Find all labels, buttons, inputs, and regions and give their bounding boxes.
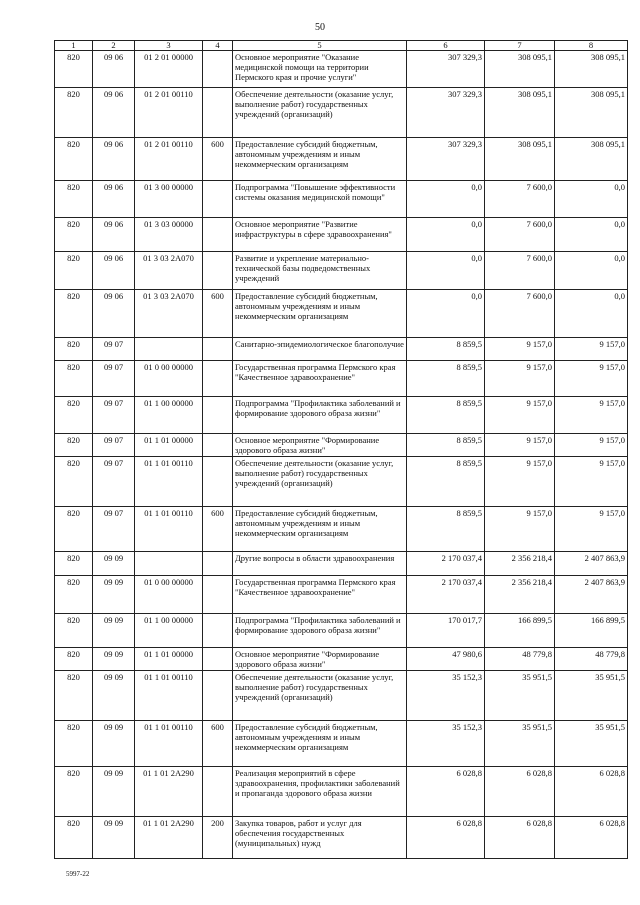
amount-year3-cell: 2 407 863,9: [555, 576, 628, 614]
target-article-cell: 01 3 00 00000: [135, 181, 203, 218]
target-article-cell: [135, 552, 203, 576]
table-row: [55, 552, 628, 576]
expense-type-cell: 600: [203, 721, 233, 767]
expense-type-cell: [203, 576, 233, 614]
expense-type-cell: [203, 614, 233, 648]
amount-year2-cell: 308 095,1: [485, 51, 555, 88]
admin-code-cell: 820: [55, 338, 93, 361]
amount-year2-cell: 35 951,5: [485, 671, 555, 721]
expense-type-cell: [203, 181, 233, 218]
amount-year2-cell: 308 095,1: [485, 88, 555, 138]
description-cell: Предоставление субсидий бюджетным, автономным учреждениям и иным некоммерческим организациям: [233, 721, 407, 767]
amount-year3-cell: 9 157,0: [555, 397, 628, 434]
amount-year3-cell: 0,0: [555, 218, 628, 252]
section-code-cell: 09 09: [93, 576, 135, 614]
table-row: [55, 51, 628, 88]
description-cell: Государственная программа Пермского края "Качественное здравоохранение": [233, 361, 407, 397]
description-cell: Обеспечение деятельности (оказание услуг, выполнение работ) государственных учреждений (организаций): [233, 88, 407, 138]
table-row: [55, 457, 628, 507]
table-row: [55, 434, 628, 457]
target-article-cell: 01 1 01 2A290: [135, 817, 203, 859]
admin-code-cell: 820: [55, 457, 93, 507]
description-cell: Санитарно-эпидемиологическое благополучие: [233, 338, 407, 361]
section-code-cell: 09 07: [93, 507, 135, 552]
amount-year2-cell: 48 779,8: [485, 648, 555, 671]
expense-type-cell: 200: [203, 817, 233, 859]
table-row: [55, 648, 628, 671]
table-row: [55, 721, 628, 767]
budget-table: [54, 40, 628, 859]
table-row: [55, 507, 628, 552]
admin-code-cell: 820: [55, 648, 93, 671]
section-code-cell: 09 06: [93, 252, 135, 290]
amount-year2-cell: 7 600,0: [485, 218, 555, 252]
column-header: 8: [555, 41, 628, 51]
amount-year2-cell: 9 157,0: [485, 507, 555, 552]
target-article-cell: 01 1 01 00110: [135, 671, 203, 721]
section-code-cell: 09 09: [93, 552, 135, 576]
admin-code-cell: 820: [55, 138, 93, 181]
amount-year1-cell: 8 859,5: [407, 397, 485, 434]
description-cell: Реализация мероприятий в сфере здравоохранения, профилактики заболеваний и пропаганда здорового образа жизни: [233, 767, 407, 817]
expense-type-cell: 600: [203, 290, 233, 338]
amount-year2-cell: 9 157,0: [485, 434, 555, 457]
amount-year1-cell: 2 170 037,4: [407, 552, 485, 576]
amount-year3-cell: 308 095,1: [555, 88, 628, 138]
amount-year1-cell: 0,0: [407, 218, 485, 252]
amount-year1-cell: 307 329,3: [407, 51, 485, 88]
target-article-cell: 01 1 00 00000: [135, 397, 203, 434]
page-number: 50: [315, 22, 325, 33]
amount-year2-cell: 9 157,0: [485, 361, 555, 397]
target-article-cell: 01 0 00 00000: [135, 576, 203, 614]
table-row: [55, 817, 628, 859]
section-code-cell: 09 09: [93, 767, 135, 817]
description-cell: Основное мероприятие "Формирование здорового образа жизни": [233, 648, 407, 671]
admin-code-cell: 820: [55, 671, 93, 721]
target-article-cell: 01 1 01 00000: [135, 648, 203, 671]
section-code-cell: 09 09: [93, 614, 135, 648]
table-row: [55, 767, 628, 817]
admin-code-cell: 820: [55, 576, 93, 614]
target-article-cell: 01 2 01 00110: [135, 88, 203, 138]
admin-code-cell: 820: [55, 817, 93, 859]
section-code-cell: 09 07: [93, 361, 135, 397]
table-row: [55, 361, 628, 397]
target-article-cell: 01 3 03 2A070: [135, 252, 203, 290]
amount-year3-cell: 2 407 863,9: [555, 552, 628, 576]
amount-year3-cell: 6 028,8: [555, 767, 628, 817]
amount-year3-cell: 48 779,8: [555, 648, 628, 671]
admin-code-cell: 820: [55, 721, 93, 767]
admin-code-cell: 820: [55, 552, 93, 576]
amount-year2-cell: 9 157,0: [485, 338, 555, 361]
description-cell: Предоставление субсидий бюджетным, автономным учреждениям и иным некоммерческим организациям: [233, 138, 407, 181]
section-code-cell: 09 07: [93, 397, 135, 434]
description-cell: Подпрограмма "Повышение эффективности системы оказания медицинской помощи": [233, 181, 407, 218]
amount-year2-cell: 7 600,0: [485, 290, 555, 338]
amount-year1-cell: 8 859,5: [407, 457, 485, 507]
amount-year1-cell: 6 028,8: [407, 817, 485, 859]
amount-year1-cell: 0,0: [407, 181, 485, 218]
amount-year1-cell: 35 152,3: [407, 721, 485, 767]
amount-year1-cell: 8 859,5: [407, 507, 485, 552]
target-article-cell: 01 1 01 00110: [135, 721, 203, 767]
amount-year3-cell: 9 157,0: [555, 361, 628, 397]
amount-year3-cell: 6 028,8: [555, 817, 628, 859]
description-cell: Обеспечение деятельности (оказание услуг, выполнение работ) государственных учреждений (организаций): [233, 457, 407, 507]
description-cell: Основное мероприятие "Формирование здорового образа жизни": [233, 434, 407, 457]
expense-type-cell: 600: [203, 507, 233, 552]
column-header: 2: [93, 41, 135, 51]
section-code-cell: 09 06: [93, 218, 135, 252]
amount-year3-cell: 35 951,5: [555, 721, 628, 767]
amount-year3-cell: 0,0: [555, 252, 628, 290]
section-code-cell: 09 07: [93, 338, 135, 361]
footer-code: 5997-22: [66, 870, 90, 878]
admin-code-cell: 820: [55, 397, 93, 434]
section-code-cell: 09 06: [93, 51, 135, 88]
amount-year1-cell: 307 329,3: [407, 88, 485, 138]
admin-code-cell: 820: [55, 507, 93, 552]
section-code-cell: 09 09: [93, 817, 135, 859]
amount-year2-cell: 7 600,0: [485, 252, 555, 290]
amount-year3-cell: 308 095,1: [555, 51, 628, 88]
column-header: 5: [233, 41, 407, 51]
column-header: 1: [55, 41, 93, 51]
amount-year3-cell: 9 157,0: [555, 507, 628, 552]
description-cell: Предоставление субсидий бюджетным, автономным учреждениям и иным некоммерческим организациям: [233, 290, 407, 338]
target-article-cell: 01 1 01 2A290: [135, 767, 203, 817]
description-cell: Подпрограмма "Профилактика заболеваний и формирование здорового образа жизни": [233, 614, 407, 648]
table-row: [55, 338, 628, 361]
admin-code-cell: 820: [55, 51, 93, 88]
amount-year3-cell: 9 157,0: [555, 338, 628, 361]
expense-type-cell: [203, 767, 233, 817]
admin-code-cell: 820: [55, 181, 93, 218]
amount-year3-cell: 9 157,0: [555, 457, 628, 507]
column-header: 6: [407, 41, 485, 51]
target-article-cell: 01 1 01 00000: [135, 434, 203, 457]
section-code-cell: 09 09: [93, 648, 135, 671]
expense-type-cell: [203, 218, 233, 252]
section-code-cell: 09 09: [93, 671, 135, 721]
expense-type-cell: [203, 51, 233, 88]
amount-year1-cell: 8 859,5: [407, 361, 485, 397]
admin-code-cell: 820: [55, 252, 93, 290]
description-cell: Развитие и укрепление материально-технической базы подведомственных учреждений: [233, 252, 407, 290]
amount-year2-cell: 2 356 218,4: [485, 576, 555, 614]
description-cell: Подпрограмма "Профилактика заболеваний и формирование здорового образа жизни": [233, 397, 407, 434]
amount-year3-cell: 9 157,0: [555, 434, 628, 457]
amount-year1-cell: 170 017,7: [407, 614, 485, 648]
target-article-cell: 01 2 01 00000: [135, 51, 203, 88]
amount-year2-cell: 9 157,0: [485, 457, 555, 507]
section-code-cell: 09 09: [93, 721, 135, 767]
amount-year1-cell: 6 028,8: [407, 767, 485, 817]
section-code-cell: 09 06: [93, 290, 135, 338]
expense-type-cell: [203, 552, 233, 576]
description-cell: Обеспечение деятельности (оказание услуг, выполнение работ) государственных учреждений (организаций): [233, 671, 407, 721]
expense-type-cell: [203, 671, 233, 721]
column-header: 3: [135, 41, 203, 51]
expense-type-cell: [203, 457, 233, 507]
description-cell: Основное мероприятие "Развитие инфраструктуры в сфере здравоохранения": [233, 218, 407, 252]
amount-year1-cell: 0,0: [407, 252, 485, 290]
description-cell: Закупка товаров, работ и услуг для обеспечения государственных (муниципальных) нужд: [233, 817, 407, 859]
amount-year2-cell: 2 356 218,4: [485, 552, 555, 576]
table-row: [55, 576, 628, 614]
amount-year2-cell: 35 951,5: [485, 721, 555, 767]
column-header: 4: [203, 41, 233, 51]
table-row: [55, 671, 628, 721]
description-cell: Основное мероприятие "Оказание медицинской помощи на территории Пермского края и прочие услуги": [233, 51, 407, 88]
target-article-cell: 01 1 00 00000: [135, 614, 203, 648]
amount-year3-cell: 35 951,5: [555, 671, 628, 721]
amount-year2-cell: 7 600,0: [485, 181, 555, 218]
table-row: [55, 138, 628, 181]
expense-type-cell: [203, 252, 233, 290]
expense-type-cell: [203, 361, 233, 397]
admin-code-cell: 820: [55, 614, 93, 648]
section-code-cell: 09 06: [93, 138, 135, 181]
admin-code-cell: 820: [55, 218, 93, 252]
section-code-cell: 09 07: [93, 434, 135, 457]
amount-year1-cell: 0,0: [407, 290, 485, 338]
amount-year3-cell: 0,0: [555, 181, 628, 218]
table-row: [55, 290, 628, 338]
amount-year2-cell: 308 095,1: [485, 138, 555, 181]
column-number-row: [55, 41, 628, 51]
section-code-cell: 09 07: [93, 457, 135, 507]
amount-year3-cell: 308 095,1: [555, 138, 628, 181]
target-article-cell: 01 0 00 00000: [135, 361, 203, 397]
description-cell: Государственная программа Пермского края "Качественное здравоохранение": [233, 576, 407, 614]
amount-year1-cell: 307 329,3: [407, 138, 485, 181]
admin-code-cell: 820: [55, 434, 93, 457]
admin-code-cell: 820: [55, 767, 93, 817]
table-row: [55, 397, 628, 434]
target-article-cell: 01 1 01 00110: [135, 507, 203, 552]
target-article-cell: 01 3 03 2A070: [135, 290, 203, 338]
amount-year1-cell: 2 170 037,4: [407, 576, 485, 614]
section-code-cell: 09 06: [93, 181, 135, 218]
amount-year1-cell: 35 152,3: [407, 671, 485, 721]
amount-year3-cell: 0,0: [555, 290, 628, 338]
table-row: [55, 181, 628, 218]
expense-type-cell: [203, 648, 233, 671]
target-article-cell: 01 1 01 00110: [135, 457, 203, 507]
expense-type-cell: 600: [203, 138, 233, 181]
expense-type-cell: [203, 434, 233, 457]
description-cell: Предоставление субсидий бюджетным, автономным учреждениям и иным некоммерческим организациям: [233, 507, 407, 552]
amount-year2-cell: 6 028,8: [485, 767, 555, 817]
amount-year2-cell: 9 157,0: [485, 397, 555, 434]
target-article-cell: 01 2 01 00110: [135, 138, 203, 181]
expense-type-cell: [203, 338, 233, 361]
table-row: [55, 252, 628, 290]
target-article-cell: 01 3 03 00000: [135, 218, 203, 252]
target-article-cell: [135, 338, 203, 361]
amount-year1-cell: 8 859,5: [407, 434, 485, 457]
column-header: 7: [485, 41, 555, 51]
admin-code-cell: 820: [55, 361, 93, 397]
admin-code-cell: 820: [55, 88, 93, 138]
section-code-cell: 09 06: [93, 88, 135, 138]
expense-type-cell: [203, 397, 233, 434]
table-row: [55, 218, 628, 252]
amount-year1-cell: 8 859,5: [407, 338, 485, 361]
expense-type-cell: [203, 88, 233, 138]
description-cell: Другие вопросы в области здравоохранения: [233, 552, 407, 576]
amount-year3-cell: 166 899,5: [555, 614, 628, 648]
amount-year2-cell: 166 899,5: [485, 614, 555, 648]
amount-year2-cell: 6 028,8: [485, 817, 555, 859]
amount-year1-cell: 47 980,6: [407, 648, 485, 671]
admin-code-cell: 820: [55, 290, 93, 338]
table-row: [55, 614, 628, 648]
table-row: [55, 88, 628, 138]
